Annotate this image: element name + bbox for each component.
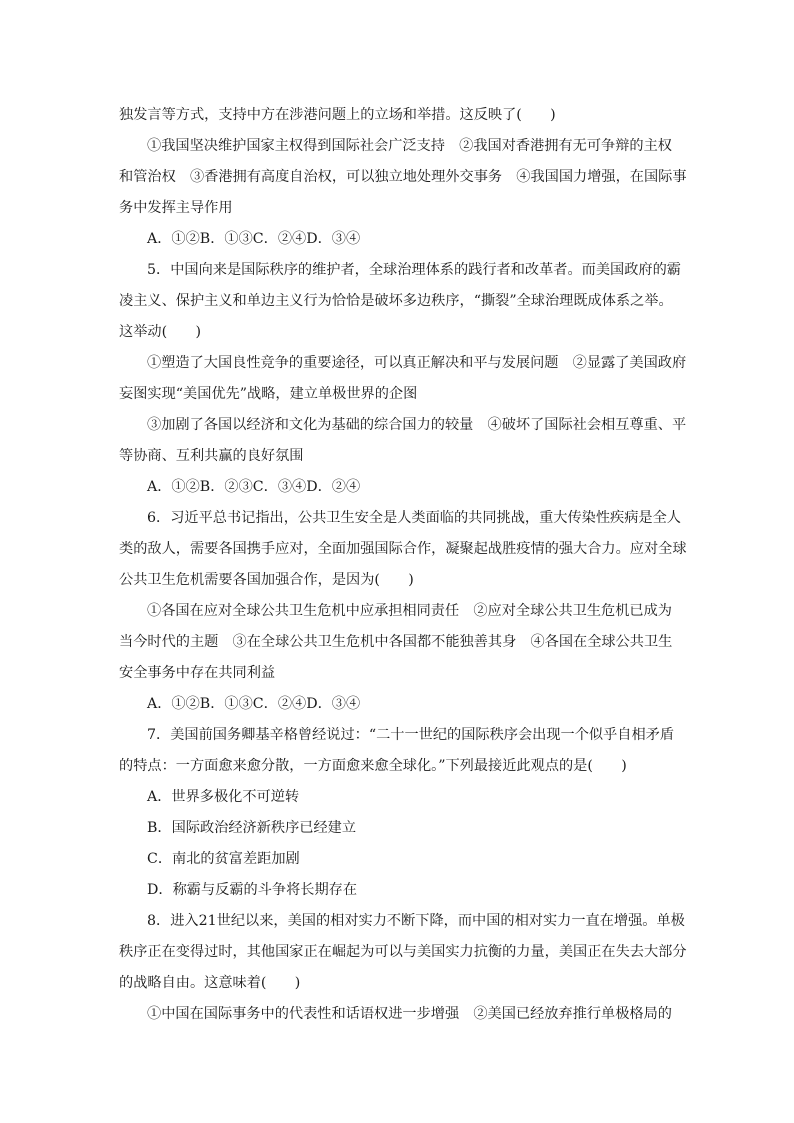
- text-line: 的战略自由。这意味着( ): [119, 975, 301, 991]
- text-line: A．①②B．①③C．②④D．③④: [147, 231, 361, 247]
- text-line: D．称霸与反霸的斗争将长期存在: [147, 882, 358, 898]
- text-line: ①中国在国际事务中的代表性和话语权进一步增强 ②美国已经放弃推行单极格局的: [147, 1006, 672, 1022]
- text-line: B．国际政治经济新秩序已经建立: [147, 820, 357, 836]
- text-line: 务中发挥主导作用: [119, 200, 233, 216]
- text-line: 6．习近平总书记指出，公共卫生安全是人类面临的共同挑战，重大传染性疾病是全人: [147, 510, 681, 526]
- text-line: 5．中国向来是国际秩序的维护者，全球治理体系的践行者和改革者。而美国政府的霸: [147, 262, 681, 278]
- text-line: 7．美国前国务卿基辛格曾经说过：“二十一世纪的国际秩序会出现一个似乎自相矛盾: [147, 727, 675, 743]
- text-line: A．世界多极化不可逆转: [147, 789, 300, 805]
- text-line: ①各国在应对全球公共卫生危机中应承担相同责任 ②应对全球公共卫生危机已成为: [147, 603, 672, 619]
- text-line: A．①②B．②③C．③④D．②④: [147, 479, 361, 495]
- text-line: 等协商、互利共赢的良好氛围: [119, 448, 304, 464]
- text-line: 秩序正在变得过时，其他国家正在崛起为可以与美国实力抗衡的力量，美国正在失去大部分: [119, 944, 687, 960]
- text-line: 独发言等方式，支持中方在涉港问题上的立场和举措。这反映了( ): [119, 107, 556, 123]
- text-line: ①塑造了大国良性竞争的重要途径，可以真正解决和平与发展问题 ②显露了美国政府: [147, 355, 687, 371]
- text-line: 这举动( ): [119, 324, 202, 340]
- text-line: 类的敌人，需要各国携手应对，全面加强国际合作，凝聚起战胜疫情的强大合力。应对全球: [119, 541, 687, 557]
- text-line: C．南北的贫富差距加剧: [147, 851, 300, 867]
- text-line: A．①②B．①③C．②④D．③④: [147, 696, 361, 712]
- text-line: 的特点：一方面愈来愈分散，一方面愈来愈全球化。”下列最接近此观点的是( ): [119, 758, 627, 774]
- text-line: 当今时代的主题 ③在全球公共卫生危机中各国都不能独善其身 ④各国在全球公共卫生: [119, 634, 673, 650]
- text-line: 安全事务中存在共同利益: [119, 665, 276, 681]
- text-line: 凌主义、保护主义和单边主义行为恰恰是破坏多边秩序，“撕裂”全球治理既成体系之举。: [119, 293, 673, 309]
- text-line: 8．进入21世纪以来，美国的相对实力不断下降，而中国的相对实力一直在增强。单极: [147, 913, 685, 929]
- text-line: 公共卫生危机需要各国加强合作，是因为( ): [119, 572, 414, 588]
- text-line: 和管治权 ③香港拥有高度自治权，可以独立地处理外交事务 ④我国国力增强，在国际事: [119, 169, 687, 185]
- text-line: ③加剧了各国以经济和文化为基础的综合国力的较量 ④破坏了国际社会相互尊重、平: [147, 417, 687, 433]
- document-body: [119, 100, 687, 1030]
- text-line: 妄图实现“美国优先”战略，建立单极世界的企图: [119, 386, 418, 402]
- text-line: ①我国坚决维护国家主权得到国际社会广泛支持 ②我国对香港拥有无可争辩的主权: [147, 138, 672, 154]
